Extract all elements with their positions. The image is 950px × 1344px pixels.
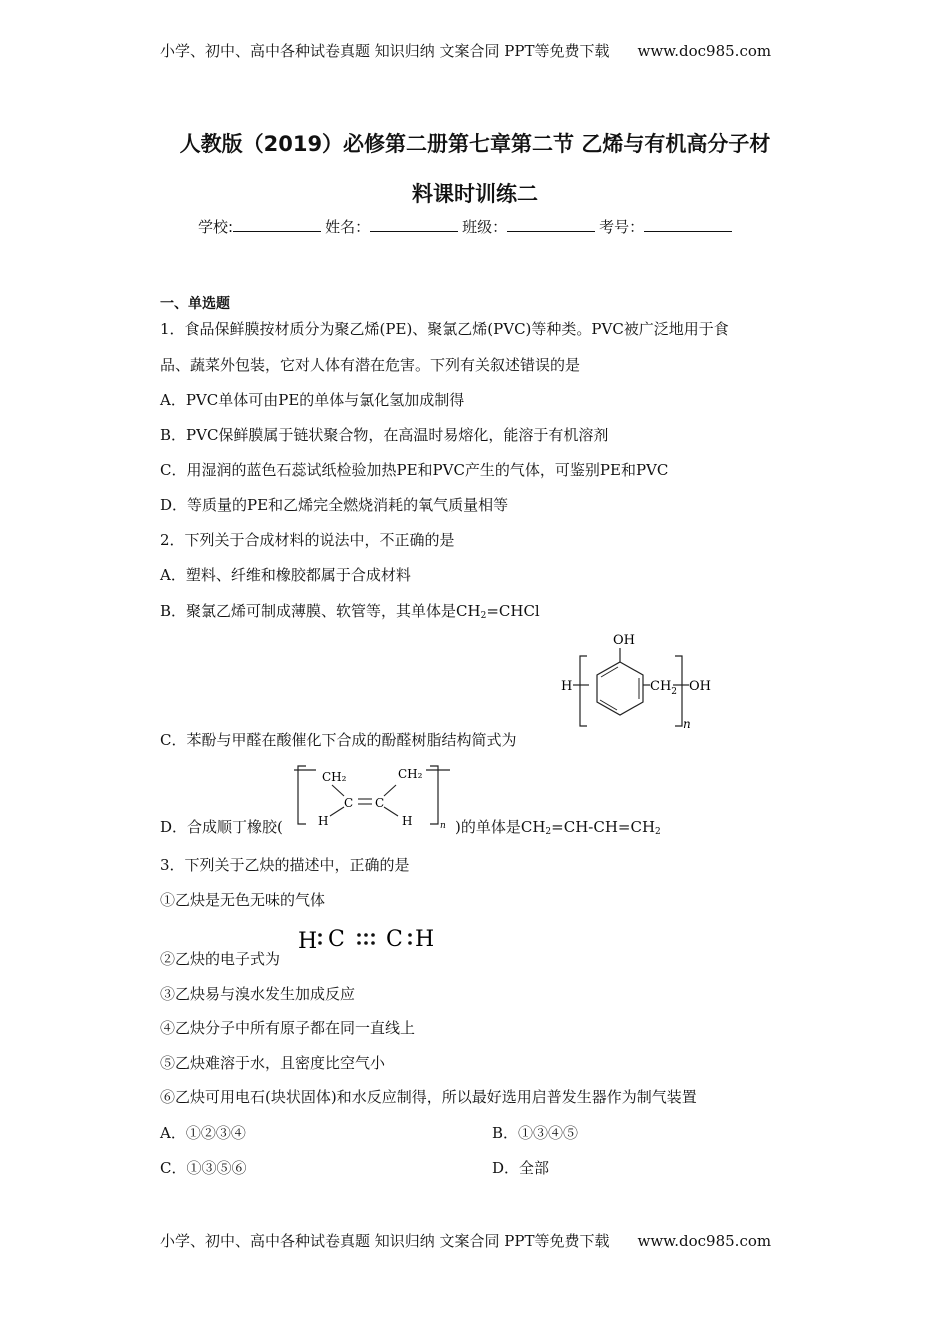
number-blank[interactable]: [644, 217, 732, 232]
header-text: 小学、初中、高中各种试卷真题 知识归纳 文案合同 PPT等免费下载: [160, 42, 610, 60]
section-heading: 一、单选题: [160, 296, 230, 312]
n-label: n: [683, 717, 691, 731]
number-label: 考号：: [599, 218, 645, 236]
school-blank[interactable]: [233, 217, 321, 232]
q3-option-a: A．①②③④: [160, 1124, 246, 1142]
q2-option-d-prefix: D．合成顺丁橡胶(: [160, 818, 283, 836]
page-header: [160, 40, 771, 61]
ch2-right-label: CH₂: [398, 767, 423, 781]
q3-statement-6: ⑥乙炔可用电石(块状固体)和水反应制得，所以最好选用启普发生器作为制气装置: [160, 1088, 697, 1106]
q3-option-d: D．全部: [492, 1159, 550, 1177]
name-blank[interactable]: [370, 217, 458, 232]
student-info: [198, 216, 736, 237]
q3-statement-3: ③乙炔易与溴水发生加成反应: [160, 985, 356, 1003]
footer-text: 小学、初中、高中各种试卷真题 知识归纳 文案合同 PPT等免费下载: [160, 1232, 610, 1250]
h-left-label: H: [561, 679, 573, 694]
q3-stem: 3．下列关于乙炔的描述中，正确的是: [160, 856, 410, 874]
q3-option-b: B．①③④⑤: [492, 1124, 579, 1142]
header-url[interactable]: www.doc985.com: [637, 42, 772, 60]
q2-option-d-suffix: )的单体是$CH_2=CH-CH=CH_2$: [455, 818, 661, 837]
q3-statement-5: ⑤乙炔难溶于水，且密度比空气小: [160, 1054, 386, 1072]
q1-option-b: B．PVC保鲜膜属于链状聚合物，在高温时易熔化，能溶于有机溶剂: [160, 426, 609, 444]
h1-label: H: [298, 929, 318, 954]
doc-title-line1: 人教版（2019）必修第二册第七章第二节 乙烯与有机高分子材: [179, 132, 771, 156]
ch2-left-label: CH₂: [322, 770, 347, 784]
q3-option-c: C．①③⑤⑥: [160, 1159, 247, 1177]
butadiene-rubber-structure: [292, 762, 454, 832]
c1-label: C: [328, 927, 345, 952]
c2-label: C: [386, 927, 403, 952]
phenol-formaldehyde-structure: [555, 628, 730, 732]
q3-statement-1: ①乙炔是无色无味的气体: [160, 891, 326, 909]
q1-option-c: C．用湿润的蓝色石蕊试纸检验加热PE和PVC产生的气体，可鉴别PE和PVC: [160, 461, 669, 479]
school-label: 学校:: [198, 218, 234, 236]
q2-option-b: B．聚氯乙烯可制成薄膜、软管等，其单体是$CH_2=CHCl$: [160, 602, 540, 621]
page-footer: [160, 1230, 771, 1251]
acetylene-electron-formula: [296, 922, 442, 956]
c-right-label: C: [375, 796, 385, 810]
name-label: 姓名：: [325, 218, 371, 236]
class-label: 班级：: [462, 218, 508, 236]
q2-option-a: A．塑料、纤维和橡胶都属于合成材料: [160, 566, 411, 584]
class-blank[interactable]: [507, 217, 595, 232]
q1-stem-line1: 1．食品保鲜膜按材质分为聚乙烯(PE)、聚氯乙烯(PVC)等种类。PVC被广泛地用于食: [160, 320, 729, 338]
ch2-label: $CH_2$: [650, 679, 678, 697]
oh-top-label: OH: [613, 633, 635, 648]
q3-statement-2: ②乙炔的电子式为: [160, 950, 281, 968]
h-left-label: H: [318, 814, 329, 828]
q2-stem: 2．下列关于合成材料的说法中，不正确的是: [160, 531, 455, 549]
q1-option-a: A．PVC单体可由PE的单体与氯化氢加成制得: [160, 391, 465, 409]
doc-title-line2: 料课时训练二: [412, 182, 538, 206]
h-right-label: H: [402, 814, 413, 828]
q3-statement-4: ④乙炔分子中所有原子都在同一直线上: [160, 1019, 416, 1037]
h2-label: H: [415, 927, 435, 952]
oh-right-label: OH: [689, 679, 711, 694]
q1-option-d: D．等质量的PE和乙烯完全燃烧消耗的氧气质量相等: [160, 496, 509, 514]
n-label: n: [440, 821, 446, 831]
q2-option-c: C．苯酚与甲醛在酸催化下合成的酚醛树脂结构简式为: [160, 731, 517, 749]
q1-stem-line2: 品、蔬菜外包装，它对人体有潜在危害。下列有关叙述错误的是: [160, 356, 581, 374]
c-left-label: C: [344, 796, 354, 810]
footer-url[interactable]: www.doc985.com: [637, 1232, 772, 1250]
